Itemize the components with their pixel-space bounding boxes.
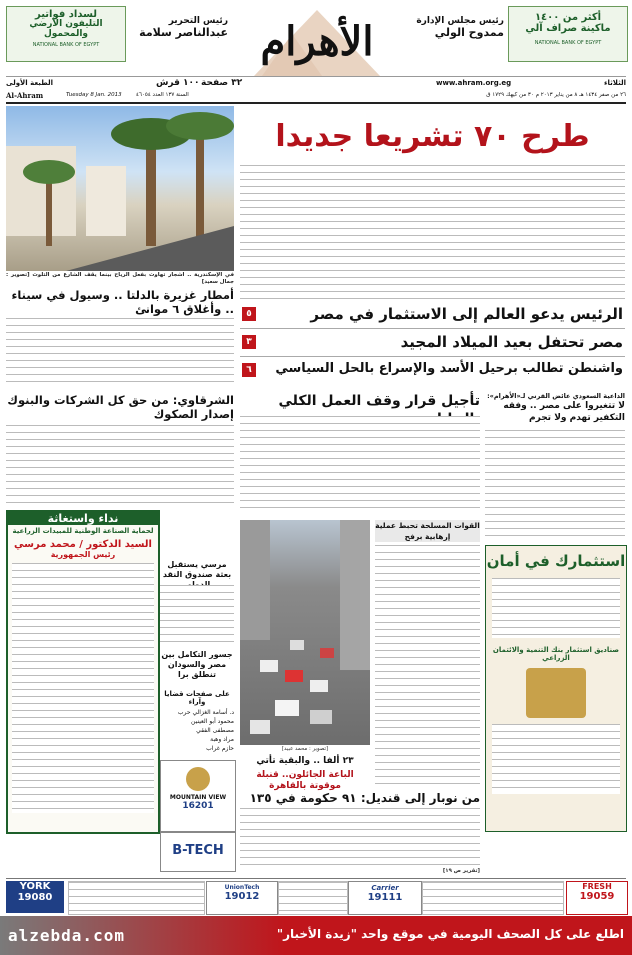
photo-caption: في الإسكندرية .. أشجار تهاوت بفعل الرياح بينما يقف الشارع من التلوث [تصوير : جمال سعيد] (6, 272, 234, 285)
page-ref-badge: ٥ (242, 307, 256, 321)
date-row (6, 90, 626, 104)
board-block (404, 16, 504, 39)
fresh-hotline: 19059 (579, 891, 615, 902)
secondary-head-text: واشنطن تطالب برحيل الأسد والإسراع بالحل السياسي (275, 361, 623, 376)
saudi-text (485, 430, 625, 540)
main-story-text (240, 165, 625, 300)
left-ad-line1: لسداد فواتير (34, 9, 98, 20)
call-box-role: رئيس الجمهورية (50, 550, 116, 559)
btech-brand: B-TECH (172, 843, 224, 858)
footer-text: اطلع على كل الصحف اليومية في موقع واحد "زيدة الأخبار" (276, 927, 624, 941)
date-hijri: ٢٦ من صفر ١٤٣٤ هـ ٨ من يناير ٢٠١٣ م ٣٠ من كيهك ١٧٢٩ ق (486, 92, 626, 98)
york-brand: YORK (19, 881, 51, 892)
unionaire-label: UnionTech (224, 884, 260, 891)
left-ad-line2: التليفون الأرضي (29, 19, 103, 29)
invest-ad-sub: صناديق استثمار بنك التنمية والائتمان الزراعي (492, 646, 620, 662)
right-ad-line1: أكثر من ١٤٠٠ (534, 12, 602, 23)
traffic-head[interactable]: ٢٣ ألفا .. والبقية تأتي (256, 756, 354, 766)
invest-ad-title: استثمارك في أمان (486, 552, 626, 570)
treasure-chest-icon (526, 668, 586, 718)
sinai-head[interactable]: أمطار غزيرة بالدلتا .. وسيول في سيناء .. وأغلاق ٦ موانئ (11, 288, 234, 316)
york-hotline: 19080 (17, 892, 53, 903)
left-ad-bank: NATIONAL BANK OF EGYPT (32, 41, 100, 48)
issue-day: الثلاثاء (603, 79, 626, 87)
pyramid-logo-icon (232, 4, 402, 76)
exchange-table-mid (278, 881, 348, 915)
fresh-ad[interactable] (566, 881, 628, 915)
sinai-text (6, 318, 234, 388)
york-ad[interactable] (6, 881, 64, 913)
masthead-right-ad[interactable] (508, 6, 628, 62)
photo2-credit: [تصوير : محمد عبيد] (281, 746, 329, 752)
invest-ad-list (492, 578, 620, 638)
saudi-head[interactable]: لا تتغيروا على مصر .. وفقه التكفير تهدم ولا تجرم (503, 401, 625, 423)
armed-forces-text: القوات المسلحة تحبط عملية إرهابية برفح (375, 521, 480, 541)
first-edition: الطبعة الأولى (6, 79, 54, 87)
right-ad-bank: NATIONAL BANK OF EGYPT (534, 40, 602, 46)
info-row (6, 76, 626, 91)
mv-brand: MOUNTAIN VIEW (169, 794, 227, 801)
elections-text (240, 416, 480, 511)
writer-item[interactable]: د. أسامة الغزالي حرب (177, 709, 234, 716)
traffic-photo (240, 520, 370, 745)
secondary-heads (240, 302, 625, 386)
imf-text (160, 585, 234, 645)
secondary-head-item[interactable] (240, 358, 625, 384)
imf-head[interactable]: مرسي يستقبل بعثة صندوق النقد (162, 560, 232, 579)
unionaire-ad[interactable] (206, 881, 278, 915)
carrier-ad[interactable] (348, 881, 422, 915)
bottom-ads-strip (6, 878, 626, 915)
call-box-name: السيد الدكتور / محمد مرسي (14, 539, 152, 550)
date-en: Tuesday 8 Jan. 2013 (66, 92, 122, 98)
secondary-head-item[interactable] (240, 302, 625, 329)
left-ad-line3: والمحمول (43, 28, 89, 39)
armed-forces-head[interactable] (375, 520, 480, 542)
exchange-table-right (422, 881, 564, 915)
elections-head[interactable]: تأجيل قرار وقف العمل الكلي (278, 393, 480, 409)
mountain-view-logo-icon (186, 767, 210, 791)
inside-block (160, 690, 234, 753)
al-ahram-en: Al-Ahram (6, 91, 44, 100)
price-pages: ٣٢ صفحة (201, 78, 243, 88)
invest-ad-text (492, 724, 620, 794)
unionaire-hotline: 19012 (224, 891, 260, 902)
footer-url[interactable]: alzebda.com (8, 926, 125, 945)
btech-ad[interactable] (160, 832, 236, 872)
masthead-left-ad[interactable] (6, 6, 126, 62)
page-ref-badge: ٣ (242, 335, 256, 349)
qandil-ref: [تقرير ص ١٩] (442, 868, 480, 874)
traffic-sub[interactable]: الباعة الجائلون.. قنبلة موقوتة بالقاهرة (256, 770, 354, 791)
saudi-block (485, 392, 625, 424)
invest-ad[interactable] (485, 545, 627, 832)
board-name: ممدوح الولي (434, 26, 504, 39)
footer-banner[interactable] (0, 916, 632, 955)
qandil-text (240, 808, 480, 868)
writer-item[interactable]: حازم غراب (206, 745, 234, 752)
secondary-head-item[interactable] (240, 330, 625, 357)
inside-label: على صفحات قضايا وآراء (164, 690, 230, 706)
secondary-head-text: الرئيس يدعو العالم إلى الاستثمار في مصر (310, 305, 623, 323)
right-ad-line2: ماكينة صراف آلي (525, 23, 611, 34)
editor-name: عبدالناصر سلامة (139, 26, 228, 39)
call-box-title: نداء واستغاثة (8, 512, 158, 525)
sudan-head[interactable]: جسور التكامل بين مصر والسودان تنطلق برا (161, 650, 233, 679)
editor-block (128, 16, 228, 39)
writer-item[interactable]: مصطفى الفقي (196, 727, 234, 734)
fresh-brand: FRESH (582, 882, 612, 891)
call-box-text (12, 563, 154, 813)
shurakawi-head[interactable]: الشرقاوي: من حق كل الشركات والبنوك إصدار الصكوك (7, 393, 234, 421)
writer-item[interactable]: محمود أبو العينين (191, 718, 234, 725)
call-box[interactable] (6, 510, 160, 834)
writer-item[interactable]: مراد وهبة (210, 736, 234, 743)
carrier-hotline: 19111 (367, 892, 403, 903)
saudi-preacher: الداعية السعودي عائض القرني لـ«الأهرام»: (487, 392, 625, 400)
carrier-label: Carrier (371, 884, 399, 892)
shurakawi-text (6, 425, 234, 505)
masthead-logo: الأهرام (260, 18, 374, 65)
palm-photo (6, 106, 234, 271)
editor-label: رئيس التحرير (168, 16, 228, 26)
price-value: ١٠٠ قرش (156, 78, 200, 88)
call-box-sub: لحماية الصناعة الوطنية للمبيدات الزراعية (12, 527, 154, 535)
page-ref-badge: ٦ (242, 363, 256, 377)
website[interactable]: www.ahram.org.eg (436, 79, 512, 87)
armed-forces-text-body (375, 545, 480, 785)
board-label: رئيس مجلس الإدارة (416, 16, 504, 26)
qandil-head[interactable]: من نوبار إلى قنديل: ٩١ حكومة في ١٣٥ (249, 791, 480, 805)
main-headline[interactable]: طرح ٧٠ تشريعا جديدا (275, 119, 590, 154)
exchange-table-left (68, 881, 205, 915)
mountain-view-ad[interactable] (160, 760, 236, 832)
secondary-head-text: مصر تحتفل بعيد الميلاد المجيد (400, 333, 623, 351)
issue-line: السنة ١٣٧ العدد ٤٦٠٥٤ (136, 92, 189, 98)
mv-hotline: 16201 (182, 801, 214, 811)
